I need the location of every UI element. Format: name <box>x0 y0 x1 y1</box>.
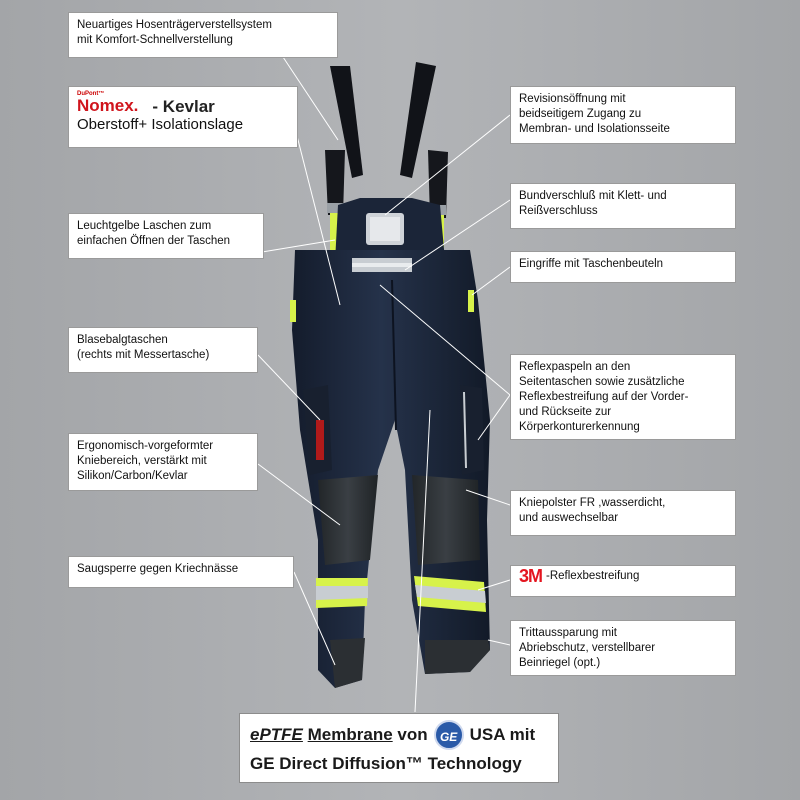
callout-tread <box>510 620 736 676</box>
knee-pad-left <box>318 475 378 565</box>
callout-braces-line1: Neuartiges Hosenträgerverstellsystem <box>77 19 272 31</box>
callout-reflex-line5: Körperkonturerkennung <box>519 421 640 433</box>
callout-tread-line2: Abriebschutz, verstellbarer <box>519 642 656 654</box>
callout-reflex <box>510 354 736 440</box>
callout-waist-line2: Reißverschluss <box>519 205 598 217</box>
3m-label: -Reflexbestreifung <box>546 570 640 582</box>
callout-knee-line1: Ergonomisch-vorgeformter <box>77 440 214 452</box>
eptfe-label: ePTFE <box>250 725 303 744</box>
side-loop-right <box>468 290 474 312</box>
callout-bellows <box>68 327 258 373</box>
callout-reflex-line4: und Rückseite zur <box>519 406 612 418</box>
callout-tread-line3: Beinriegel (opt.) <box>519 657 601 669</box>
callout-loops <box>68 213 264 259</box>
callout-bellows-line1: Blasebalgtaschen <box>77 334 168 346</box>
membrane-word: Membrane <box>307 725 393 744</box>
membrane-box <box>239 713 559 783</box>
pocket-logo <box>316 420 324 460</box>
callout-braces-line2: mit Komfort-Schnellverstellung <box>77 34 233 46</box>
callout-reflex-line3: Reflexbestreifung auf der Vorder- <box>519 391 689 403</box>
callout-knee-line2: Kniebereich, verstärkt mit <box>77 455 207 467</box>
callout-bellows-line2: (rechts mit Messertasche) <box>77 349 210 361</box>
callout-knee-line3: Silikon/Carbon/Kevlar <box>77 470 188 482</box>
callout-suction-line1: Saugsperre gegen Kriechnässe <box>77 563 239 575</box>
callout-braces <box>68 12 338 58</box>
dupont-mark: DuPont™ <box>77 91 105 97</box>
callout-kneepad-line2: und auswechselbar <box>519 512 619 524</box>
ge-technology-line: GE Direct Diffusion™ Technology <box>250 754 522 773</box>
callout-revision-line2: beidseitigem Zugang zu <box>519 108 642 120</box>
kevlar-label: - Kevlar <box>152 97 215 116</box>
callout-3m <box>510 565 736 597</box>
von-word: von <box>397 725 428 744</box>
callout-reflex-line2: Seitentaschen sowie zusätzliche <box>519 376 685 388</box>
callout-knee <box>68 433 258 491</box>
callout-tread-line1: Trittaussparung mit <box>519 627 617 639</box>
callout-waist-line1: Bundverschluß mit Klett- und <box>519 190 667 202</box>
callout-suction <box>68 556 294 588</box>
callout-revision-line3: Membran- und Isolationsseite <box>519 123 670 135</box>
callout-loops-line2: einfachen Öffnen der Taschen <box>77 235 231 247</box>
callout-loops-line1: Leuchtgelbe Laschen zum <box>77 220 212 232</box>
usa-label: USA mit <box>469 725 536 744</box>
nomex-wordmark: Nomex. <box>77 96 139 115</box>
callout-pockets-line1: Eingriffe mit Taschenbeuteln <box>519 258 664 270</box>
callout-kneepad <box>510 490 736 536</box>
callout-revision-line1: Revisionsöffnung mit <box>519 93 626 105</box>
3m-logo: 3M <box>519 566 543 586</box>
callout-reflex-line1: Reflexpaspeln an den <box>519 361 631 373</box>
side-loop-left <box>290 300 296 322</box>
callout-waist <box>510 183 736 229</box>
callout-pockets <box>510 251 736 283</box>
callout-kneepad-line1: Kniepolster FR ,wasserdicht, <box>519 497 666 509</box>
callout-nomex <box>68 86 298 148</box>
ge-logo: GE <box>434 720 464 750</box>
knee-pad-right <box>412 475 480 565</box>
callout-revision <box>510 86 736 144</box>
nomex-logo <box>77 91 138 114</box>
tread-protection-left <box>330 638 365 688</box>
nomex-subtitle: Oberstoff+ Isolationslage <box>77 116 244 133</box>
